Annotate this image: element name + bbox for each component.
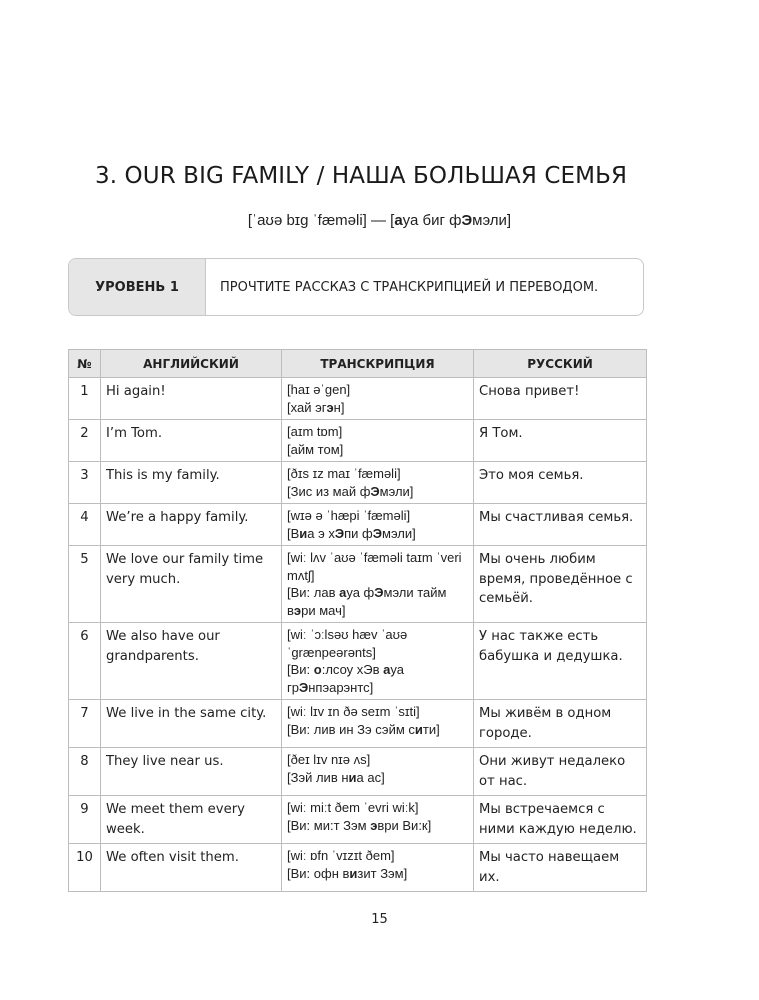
russian-transcription bbox=[287, 817, 469, 835]
russian-transcription-stress: Э bbox=[298, 679, 309, 695]
row-number: 5 bbox=[69, 546, 101, 623]
table-row bbox=[69, 462, 647, 504]
russian-transcription-part: [Ви: лив ин Зэ сэйм с bbox=[287, 721, 415, 737]
russian-transcription bbox=[287, 769, 469, 787]
russian-translation: Мы счастливая семья. bbox=[474, 504, 647, 546]
russian-transcription-stress: Э bbox=[374, 585, 384, 600]
english-phrase: We live in the same city. bbox=[101, 700, 282, 748]
russian-transcription-part: [Ви: лав bbox=[287, 585, 340, 600]
ipa-transcription: [haɪ əˈɡen] bbox=[287, 382, 351, 397]
russian-transcription-stress: Э bbox=[334, 525, 345, 541]
russian-transcription-part: уа ф bbox=[346, 585, 375, 600]
russian-transcription-part: [хай эг bbox=[287, 399, 327, 415]
transcription-cell bbox=[282, 623, 474, 700]
english-phrase: Hi again! bbox=[101, 378, 282, 420]
transcription-cell bbox=[282, 420, 474, 462]
transcription-cell bbox=[282, 844, 474, 892]
russian-transcription-stress: э bbox=[293, 602, 302, 618]
title-transcription bbox=[0, 212, 759, 229]
transcription-cell bbox=[282, 462, 474, 504]
table-row bbox=[69, 420, 647, 462]
ipa-transcription: [ðɪs ɪz maɪ ˈfæməli] bbox=[287, 466, 401, 481]
table-header-row bbox=[69, 350, 647, 378]
russian-transcription bbox=[287, 525, 469, 543]
level-label: УРОВЕНЬ 1 bbox=[69, 259, 206, 315]
ipa-transcription: [wiː lɪv ɪn ðə seɪm ˈsɪti] bbox=[287, 704, 420, 719]
russian-transcription-part: зит Зэм] bbox=[357, 865, 408, 881]
russian-transcription-stress: Э bbox=[372, 525, 382, 541]
english-phrase: They live near us. bbox=[101, 748, 282, 796]
transcription-cell bbox=[282, 700, 474, 748]
column-header-transcription: ТРАНСКРИПЦИЯ bbox=[282, 350, 474, 378]
russian-transcription-stress: э bbox=[326, 399, 334, 415]
column-header-number: № bbox=[69, 350, 101, 378]
russian-transcription bbox=[287, 865, 469, 883]
level-box bbox=[68, 258, 644, 316]
russian-transcription-stress: и bbox=[414, 721, 423, 737]
table-row bbox=[69, 700, 647, 748]
title-russian-part: уа биг ф bbox=[402, 212, 462, 229]
russian-transcription-part: мэли тайм в bbox=[287, 585, 451, 618]
row-number: 7 bbox=[69, 700, 101, 748]
ipa-transcription: [wiː miːt ðem ˈevri wiːk] bbox=[287, 800, 419, 815]
column-header-russian: РУССКИЙ bbox=[474, 350, 647, 378]
russian-transcription-part: н] bbox=[333, 399, 345, 415]
russian-translation: Это моя семья. bbox=[474, 462, 647, 504]
russian-translation: Они живут недалеко от нас. bbox=[474, 748, 647, 796]
english-phrase: We also have our grandparents. bbox=[101, 623, 282, 700]
page-title: 3. OUR BIG FAMILY / НАША БОЛЬШАЯ СЕМЬЯ bbox=[95, 163, 628, 189]
russian-transcription-part: ри мач] bbox=[301, 602, 346, 618]
level-instruction: ПРОЧТИТЕ РАССКАЗ С ТРАНСКРИПЦИЕЙ И ПЕРЕВОДОМ. bbox=[220, 279, 599, 295]
english-phrase: This is my family. bbox=[101, 462, 282, 504]
russian-translation: Мы очень любим время, проведённое с семьёй. bbox=[474, 546, 647, 623]
russian-transcription-stress: о bbox=[313, 662, 322, 677]
english-phrase: We love our family time very much. bbox=[101, 546, 282, 623]
russian-translation: Я Том. bbox=[474, 420, 647, 462]
russian-translation: Снова привет! bbox=[474, 378, 647, 420]
russian-transcription bbox=[287, 661, 469, 696]
row-number: 1 bbox=[69, 378, 101, 420]
title-russian-stress: Э bbox=[461, 212, 473, 229]
transcription-cell bbox=[282, 748, 474, 796]
english-phrase: We often visit them. bbox=[101, 844, 282, 892]
russian-translation: Мы встречаемся с ними каждую неделю. bbox=[474, 796, 647, 844]
transcription-cell bbox=[282, 546, 474, 623]
russian-transcription-stress: э bbox=[370, 817, 378, 833]
russian-transcription-part: а э х bbox=[307, 525, 335, 541]
russian-transcription-part: пи ф bbox=[344, 525, 373, 541]
russian-transcription-part: а ас] bbox=[356, 769, 385, 785]
title-russian-transcription bbox=[394, 212, 511, 229]
russian-transcription-part: [В bbox=[287, 525, 300, 541]
table-row bbox=[69, 623, 647, 700]
row-number: 8 bbox=[69, 748, 101, 796]
row-number: 2 bbox=[69, 420, 101, 462]
ipa-transcription: [ðeɪ lɪv nɪə ʌs] bbox=[287, 752, 371, 767]
ipa-transcription: [aɪm tɒm] bbox=[287, 424, 343, 439]
russian-transcription-part: [айм том] bbox=[287, 441, 344, 457]
table-row bbox=[69, 844, 647, 892]
column-header-english: АНГЛИЙСКИЙ bbox=[101, 350, 282, 378]
russian-transcription bbox=[287, 483, 469, 501]
russian-translation: У нас также есть бабушка и дедушка. bbox=[474, 623, 647, 700]
russian-transcription-part: [Ви: ми:т Зэм bbox=[287, 817, 371, 833]
russian-transcription bbox=[287, 721, 469, 739]
table-row bbox=[69, 748, 647, 796]
title-russian-part: мэли] bbox=[472, 212, 512, 229]
russian-transcription-part: ври Ви:к] bbox=[377, 817, 432, 833]
english-phrase: We’re a happy family. bbox=[101, 504, 282, 546]
ipa-transcription: [wiː ɒfn ˈvɪzɪt ðem] bbox=[287, 848, 395, 863]
russian-transcription-stress: Э bbox=[370, 483, 380, 499]
table-row bbox=[69, 378, 647, 420]
english-phrase: We meet them every week. bbox=[101, 796, 282, 844]
transcription-cell bbox=[282, 504, 474, 546]
ipa-transcription: [wiː lʌv ˈaʊə ˈfæməli taɪm ˈveri mʌtʃ] bbox=[287, 550, 466, 583]
russian-transcription bbox=[287, 441, 469, 459]
russian-transcription-stress: а bbox=[383, 662, 391, 677]
russian-transcription-part: [Ви: bbox=[287, 662, 314, 677]
title-ipa: [ˈaʊə bɪɡ ˈfæməli] — [ bbox=[247, 212, 395, 229]
ipa-transcription: [wɪə ə ˈhæpi ˈfæməli] bbox=[287, 508, 411, 523]
russian-transcription-part: мэли] bbox=[379, 483, 414, 499]
vocabulary-table bbox=[68, 349, 647, 892]
russian-transcription-part: [Ви: офн в bbox=[287, 865, 350, 881]
page-number: 15 bbox=[371, 912, 388, 927]
russian-transcription-part: :лсоу хЭв bbox=[321, 662, 384, 677]
russian-translation: Мы живём в одном городе. bbox=[474, 700, 647, 748]
row-number: 10 bbox=[69, 844, 101, 892]
table-row bbox=[69, 796, 647, 844]
russian-transcription-stress: а bbox=[339, 585, 347, 600]
russian-transcription-stress: и bbox=[348, 769, 357, 785]
russian-transcription-stress: и bbox=[299, 525, 308, 541]
russian-translation: Мы часто навещаем их. bbox=[474, 844, 647, 892]
transcription-cell bbox=[282, 796, 474, 844]
row-number: 9 bbox=[69, 796, 101, 844]
russian-transcription bbox=[287, 584, 469, 619]
row-number: 6 bbox=[69, 623, 101, 700]
table-row bbox=[69, 504, 647, 546]
title-russian-stress: а bbox=[394, 212, 403, 229]
ipa-transcription: [wiː ˈɔːlsəʊ hæv ˈaʊə ˈɡrænpeərənts] bbox=[287, 627, 411, 660]
russian-transcription-part: нпэарэнтс] bbox=[308, 679, 374, 695]
russian-transcription-part: ти] bbox=[422, 721, 440, 737]
english-phrase: I’m Tom. bbox=[101, 420, 282, 462]
russian-transcription-part: уа гр bbox=[287, 662, 408, 695]
table-row bbox=[69, 546, 647, 623]
russian-transcription-stress: и bbox=[349, 865, 358, 881]
russian-transcription-part: [Зэй лив н bbox=[287, 769, 349, 785]
row-number: 4 bbox=[69, 504, 101, 546]
transcription-cell bbox=[282, 378, 474, 420]
russian-transcription bbox=[287, 399, 469, 417]
russian-transcription-part: [Зис из май ф bbox=[287, 483, 371, 499]
table-body bbox=[69, 378, 647, 892]
russian-transcription-part: мэли] bbox=[382, 525, 416, 541]
row-number: 3 bbox=[69, 462, 101, 504]
